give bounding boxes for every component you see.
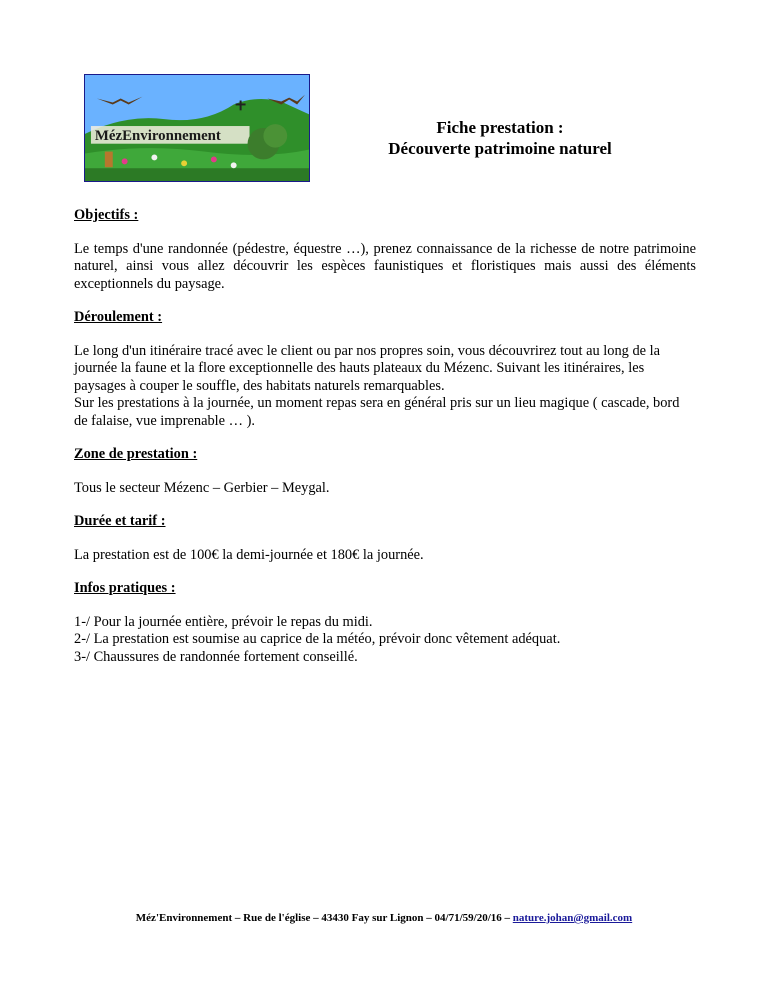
company-logo xyxy=(84,74,310,182)
infos-item: 2-/ La prestation est soumise au caprice de la météo, prévoir donc vêtement adéquat. xyxy=(74,631,561,647)
document-body xyxy=(74,207,696,682)
zone-text: Tous le secteur Mézenc – Gerbier – Meygal. xyxy=(74,479,330,496)
document-title xyxy=(320,117,680,159)
section-heading-deroulement: Déroulement : xyxy=(74,309,163,325)
landscape-logo-image xyxy=(85,75,309,181)
section-heading-duree: Durée et tarif : xyxy=(74,513,166,529)
deroulement-line: Sur les prestations à la journée, un moment repas sera en général pris sur un lieu magique ( cascade, bord de falaise, vue imprenable … ). xyxy=(74,395,680,429)
infos-item: 1-/ Pour la journée entière, prévoir le repas du midi. xyxy=(74,613,373,630)
logo-text: MézEnvironnement xyxy=(94,127,221,144)
title-line-2: Découverte patrimoine naturel xyxy=(388,139,612,158)
email-link[interactable]: nature.johan@gmail.com xyxy=(512,912,633,924)
infos-item: 3-/ Chaussures de randonnée fortement conseillé. xyxy=(74,648,358,665)
section-heading-zone: Zone de prestation : xyxy=(74,446,198,462)
infos-list xyxy=(74,614,696,667)
objectifs-text: Le temps d'une randonnée (pédestre, équestre …), prenez connaissance de la richesse de notre patrimoine naturel, ainsi vous allez découvrir les espèces faunistiques et floristiques mais aussi des éléments exceptionnels du paysage. xyxy=(74,240,696,292)
section-heading-objectifs: Objectifs : xyxy=(74,207,139,223)
title-line-1: Fiche prestation : xyxy=(436,118,564,137)
section-heading-infos: Infos pratiques : xyxy=(74,580,176,596)
footer-contact: Méz'Environnement – Rue de l'église – 43430 Fay sur Lignon – 04/71/59/20/16 – xyxy=(135,912,513,924)
page-footer xyxy=(0,912,768,924)
deroulement-text xyxy=(74,343,696,431)
deroulement-line: Le long d'un itinéraire tracé avec le client ou par nos propres soin, vous découvrirez tout au long de la journée la faune et la flore exceptionnelle des hauts plateaux du Mézenc. Suivant les itinéraires, les paysages à couper le souffle, des habitats naturels remarquables. xyxy=(74,342,661,394)
duree-text: La prestation est de 100€ la demi-journée et 180€ la journée. xyxy=(74,546,424,563)
